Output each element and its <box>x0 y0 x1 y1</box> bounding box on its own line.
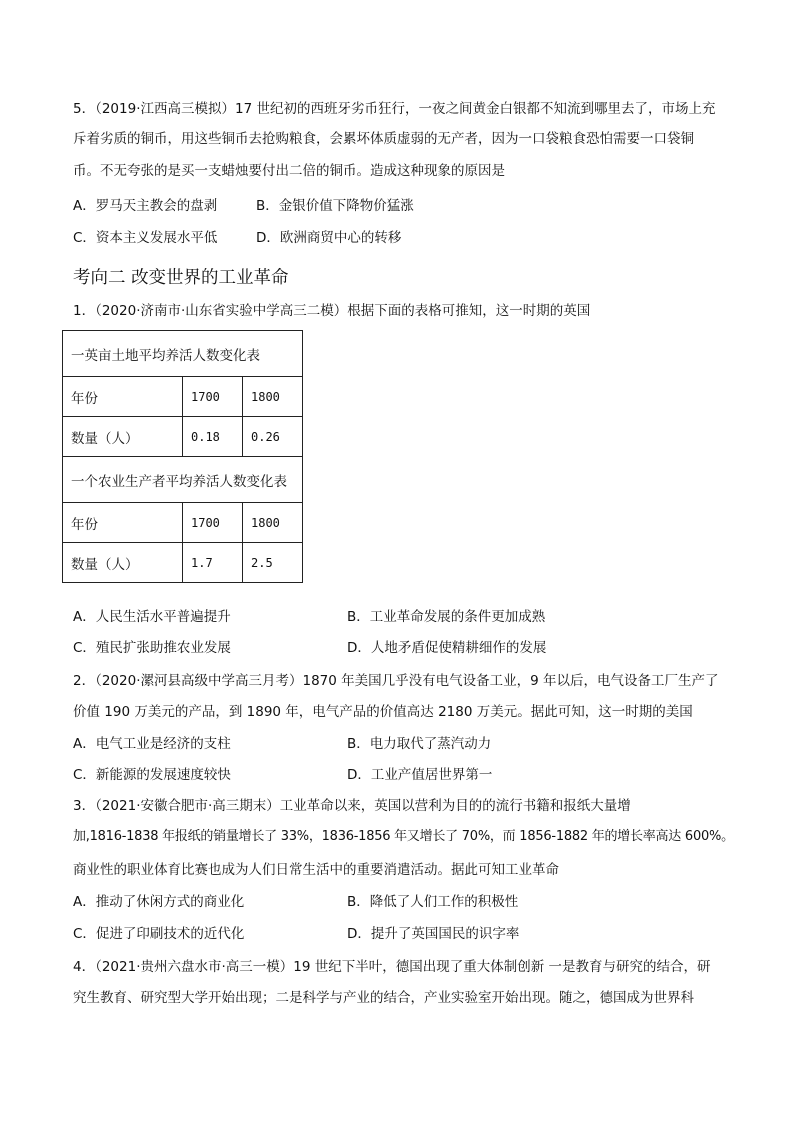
table-cell-year: 1700 <box>183 377 243 417</box>
table-title-2: 一个农业生产者平均养活人数变化表 <box>63 457 303 503</box>
q1-option-c: C．殖民扩张助推农业发展 <box>73 640 231 656</box>
table-cell-year-label: 年份 <box>63 377 183 417</box>
table-cell-year: 1700 <box>183 503 243 543</box>
table-title-1: 一英亩土地平均养活人数变化表 <box>63 331 303 377</box>
q5-stem-line-3: 币。不无夸张的是买一支蜡烛要付出二倍的铜币。造成这种现象的原因是 <box>73 163 505 179</box>
table-cell-value: 2.5 <box>243 543 303 583</box>
section-title: 考向二 改变世界的工业革命 <box>73 268 289 288</box>
q3-stem-line-3: 商业性的职业体育比赛也成为人们日常生活中的重要消遣活动。据此可知工业革命 <box>73 862 559 878</box>
q5-option-c: C．资本主义发展水平低 <box>73 230 218 246</box>
q1-option-b: B．工业革命发展的条件更加成熟 <box>347 609 546 625</box>
q5-option-d: D．欧洲商贸中心的转移 <box>256 230 402 246</box>
table-cell-value: 0.26 <box>243 417 303 457</box>
table-cell-qty-label: 数量（人） <box>63 543 183 583</box>
q5-stem-line-2: 斥着劣质的铜币，用这些铜币去抢购粮食，会累坏体质虚弱的无产者，因为一口袋粮食恐怕需要一口袋铜 <box>73 131 694 147</box>
q4-stem-line-2: 究生教育、研究型大学开始出现；二是科学与产业的结合，产业实验室开始出现。随之，德国成为世界科 <box>73 990 694 1006</box>
table-row <box>63 377 303 417</box>
table-cell-value: 1.7 <box>183 543 243 583</box>
q3-stem-line-2: 加,1816-1838 年报纸的销量增长了 33%，1836-1856 年又增长了 70%，而 1856-1882 年的增长率高达 600%。 <box>73 829 734 844</box>
q1-option-a: A．人民生活水平普遍提升 <box>73 609 231 625</box>
q3-option-a: A．推动了休闲方式的商业化 <box>73 894 245 910</box>
q3-option-d: D．提升了英国国民的识字率 <box>347 926 520 942</box>
q3-stem-line-1: 3．（2021·安徽合肥市·高三期末）工业革命以来，英国以营利为目的的流行书籍和报纸大量增 <box>73 798 631 814</box>
table-cell-qty-label: 数量（人） <box>63 417 183 457</box>
q4-stem-line-1: 4．（2021·贵州六盘水市·高三一模）19 世纪下半叶，德国出现了重大体制创新 一是教育与研究的结合，研 <box>73 959 711 975</box>
q2-stem-line-1: 2．（2020·漯河县高级中学高三月考）1870 年美国几乎没有电气设备工业，9 年以后，电气设备工厂生产了 <box>73 673 719 689</box>
table-row <box>63 331 303 377</box>
table-cell-year-label: 年份 <box>63 503 183 543</box>
table-row <box>63 417 303 457</box>
q5-stem-line-1: 5．（2019·江西高三模拟）17 世纪初的西班牙劣币狂行，一夜之间黄金白银都不知流到哪里去了，市场上充 <box>73 101 716 117</box>
table-cell-year: 1800 <box>243 503 303 543</box>
q1-data-table <box>62 330 303 583</box>
q3-option-c: C．促进了印刷技术的近代化 <box>73 926 245 942</box>
q2-option-c: C．新能源的发展速度较快 <box>73 767 231 783</box>
table-row <box>63 503 303 543</box>
table-row <box>63 543 303 583</box>
q2-option-d: D．工业产值居世界第一 <box>347 767 493 783</box>
table-cell-year: 1800 <box>243 377 303 417</box>
table-cell-value: 0.18 <box>183 417 243 457</box>
q2-option-a: A．电气工业是经济的支柱 <box>73 736 231 752</box>
q2-option-b: B．电力取代了蒸汽动力 <box>347 736 492 752</box>
q5-option-a: A．罗马天主教会的盘剥 <box>73 198 218 214</box>
q5-option-b: B．金银价值下降物价猛涨 <box>256 198 414 214</box>
q1-option-d: D．人地矛盾促使精耕细作的发展 <box>347 640 547 656</box>
q2-stem-line-2: 价值 190 万美元的产品，到 1890 年，电气产品的价值高达 2180 万美元。据此可知，这一时期的美国 <box>73 704 693 720</box>
q1-stem: 1．（2020·济南市·山东省实验中学高三二模）根据下面的表格可推知，这一时期的英国 <box>73 303 591 319</box>
table-row <box>63 457 303 503</box>
q3-option-b: B．降低了人们工作的积极性 <box>347 894 519 910</box>
